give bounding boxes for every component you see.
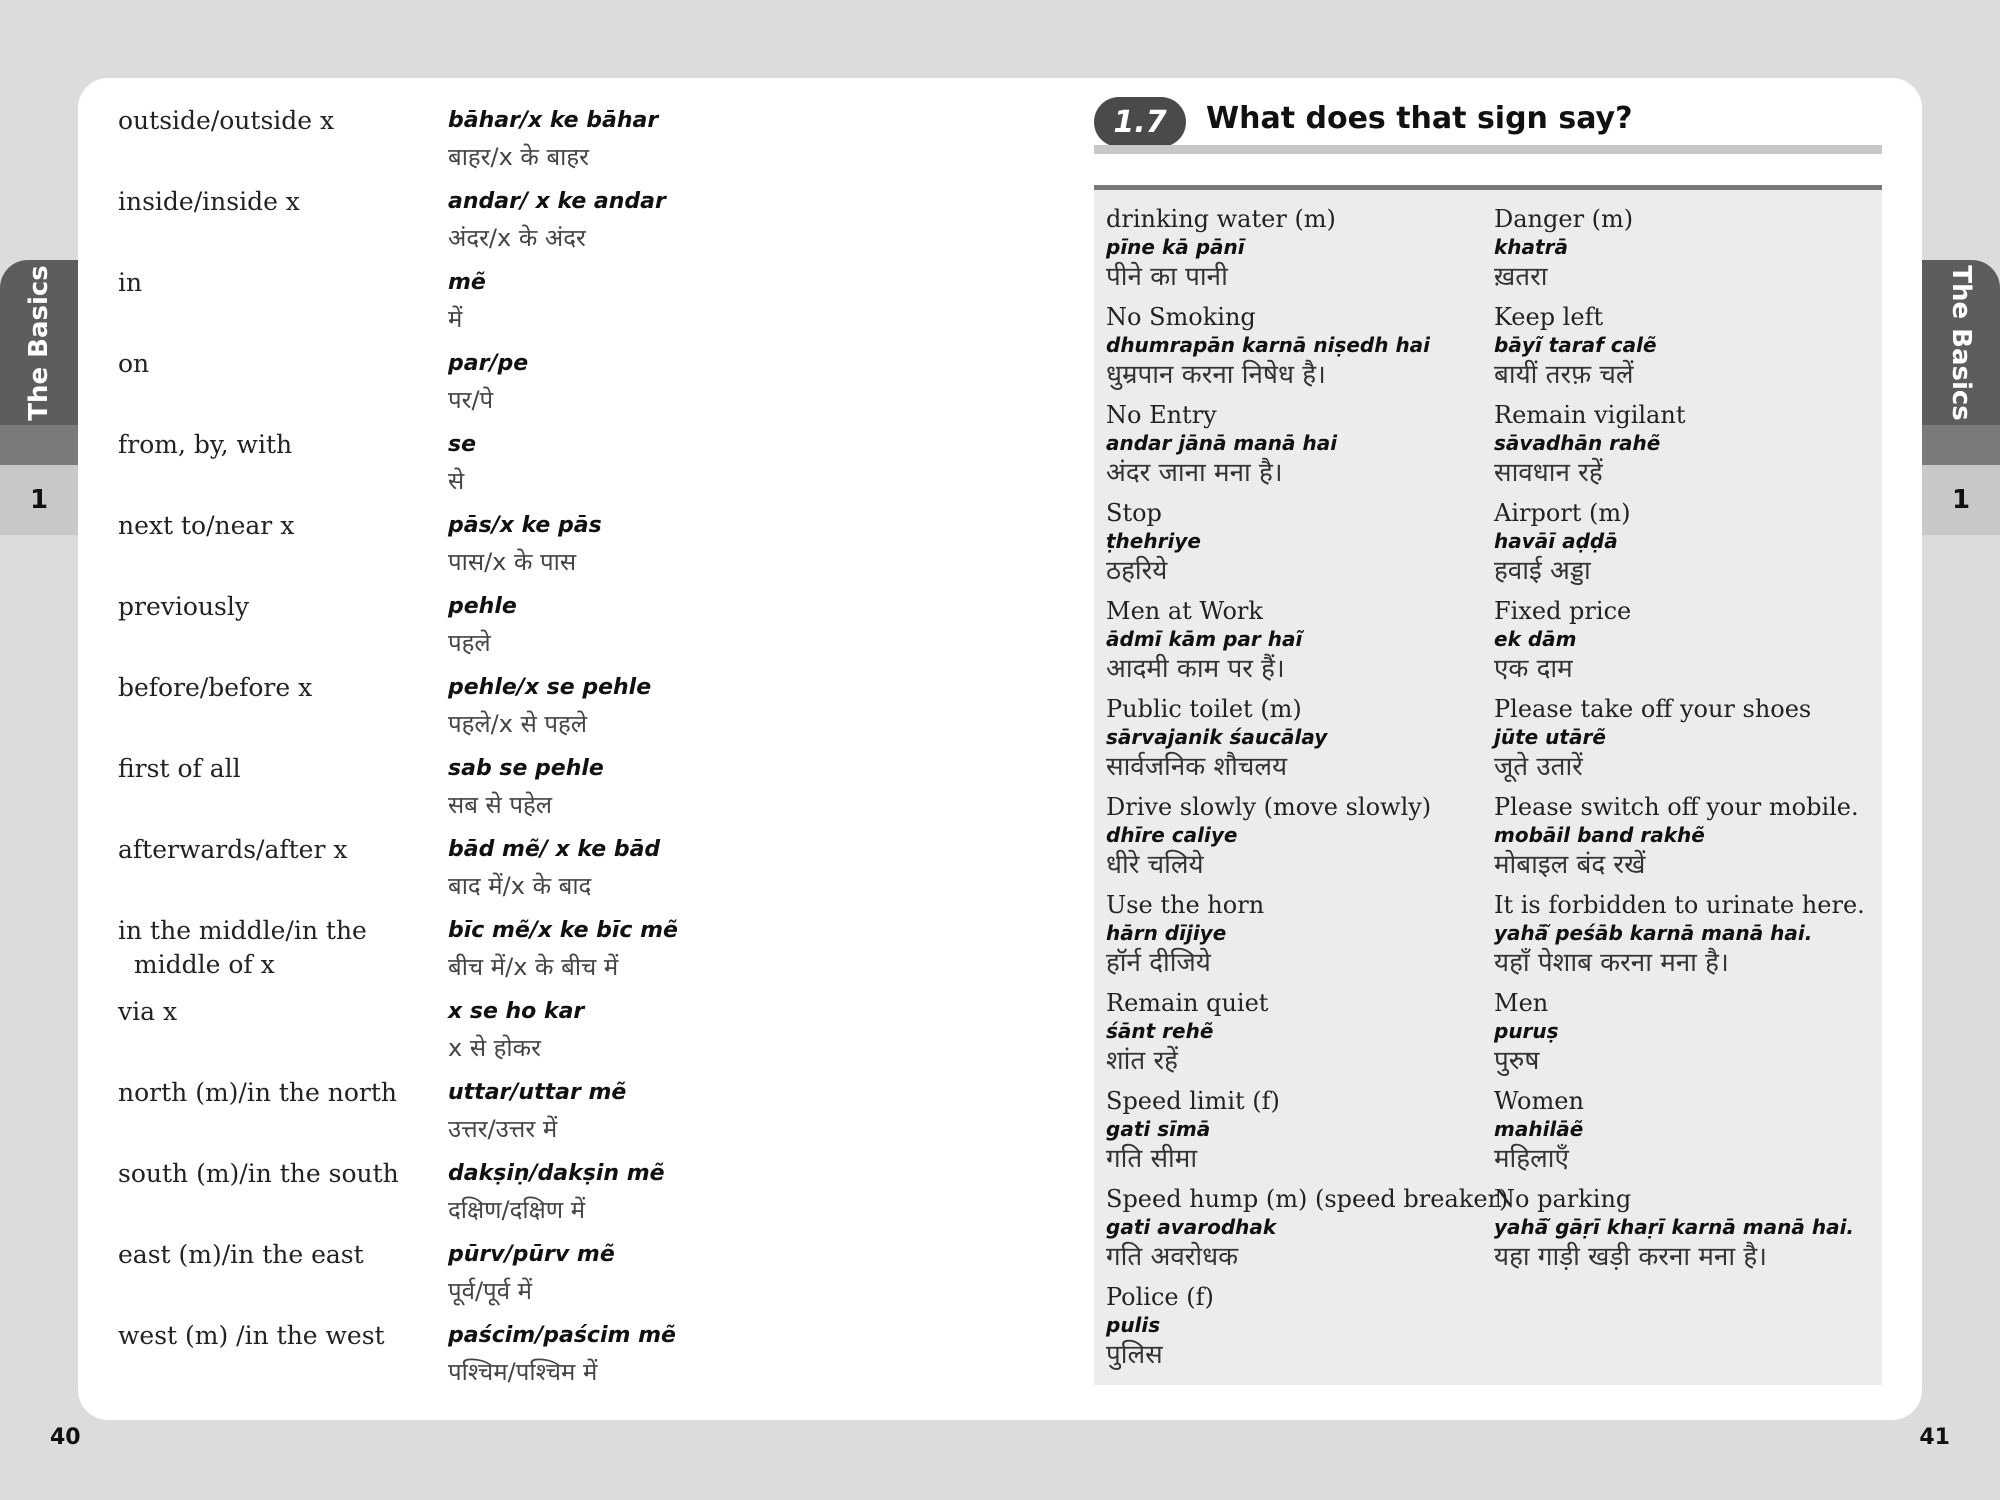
sign-hindi: एक दाम [1494,654,1573,684]
sign-english: Speed limit (f) [1106,1087,1280,1115]
sign-english: Use the horn [1106,891,1265,919]
vocab-translation [448,833,660,914]
vocab-english: on [118,349,150,378]
vocab-row [118,266,1018,347]
vocab-transliteration: par/pe [448,351,529,376]
vocab-hindi: अंदर/x के अंदर [448,224,586,252]
sign-entry [1494,1086,1879,1184]
vocab-translation [448,995,584,1076]
vocab-transliteration: pehle [448,594,517,619]
vocab-row [118,347,1018,428]
vocab-translation [448,1076,626,1157]
sign-hindi: अंदर जाना मना है। [1106,458,1283,488]
vocab-row [118,1319,1018,1400]
sign-entry [1106,694,1486,792]
sign-entry [1106,204,1486,302]
vocab-translation [448,671,651,752]
vocab-english: east (m)/in the east [118,1240,364,1269]
sign-english: Public toilet (m) [1106,695,1302,723]
sign-transliteration: dhīre caliye [1106,823,1238,847]
sign-english: Please take off your shoes [1494,695,1812,723]
vocab-english: first of all [118,754,241,783]
vocab-english: inside/inside x [118,187,300,216]
tab-divider [0,425,78,465]
sign-transliteration: ādmī kām par haĩ [1106,627,1303,651]
sign-english: No parking [1494,1185,1632,1213]
sign-transliteration: gati sīmā [1106,1117,1211,1141]
sign-entry [1494,792,1879,890]
sign-english: Keep left [1494,303,1604,331]
vocab-translation [448,1319,676,1400]
vocab-translation [448,1238,615,1319]
sign-transliteration: gati avarodhak [1106,1215,1277,1239]
vocab-translation [448,914,678,995]
page-number-right: 41 [1919,1425,1950,1450]
vocab-transliteration: mẽ [448,270,486,295]
sign-transliteration: puruṣ [1494,1019,1559,1043]
sign-transliteration: pīne kā pānī [1106,235,1245,259]
vocab-row [118,752,1018,833]
vocab-row [118,671,1018,752]
vocab-row [118,104,1018,185]
vocab-hindi: से [448,467,465,495]
vocab-row [118,914,1018,995]
sign-english: Women [1494,1087,1584,1115]
chapter-tab-right [1922,260,2000,425]
sign-hindi: यहाँ पेशाब करना मना है। [1494,948,1729,978]
vocab-english: before/before x [118,673,313,702]
sign-transliteration: bāyĩ taraf calẽ [1494,333,1657,357]
vocab-hindi: बाद में/x के बाद [448,872,592,900]
vocab-transliteration: dakṣiṇ/dakṣin mẽ [448,1161,665,1186]
sign-transliteration: jūte utārẽ [1494,725,1606,749]
vocab-transliteration: pās/x ke pās [448,513,602,538]
vocab-hindi: सब से पहेल [448,791,553,819]
sign-transliteration: sārvajanik śaucālay [1106,725,1328,749]
vocab-row [118,185,1018,266]
vocab-transliteration: uttar/uttar mẽ [448,1080,627,1105]
vocab-row [118,995,1018,1076]
vocab-hindi: में [448,305,463,333]
vocab-hindi: बीच में/x के बीच में [448,953,619,981]
sign-transliteration: andar jānā manā hai [1106,431,1338,455]
sign-english: drinking water (m) [1106,205,1336,233]
sign-entry [1106,1086,1486,1184]
sign-english: Men [1494,989,1549,1017]
sign-entry [1106,792,1486,890]
sign-hindi: महिलाएँ [1494,1144,1569,1174]
vocab-row [118,509,1018,590]
sign-hindi: बायीं तरफ़ चलें [1494,360,1634,390]
vocab-hindi: उत्तर/उत्तर में [448,1115,558,1143]
sign-transliteration: mahilāẽ [1494,1117,1584,1141]
sign-transliteration: ṭhehriye [1106,529,1201,553]
section-number-badge: 1.7 [1094,97,1186,147]
vocab-english: in [118,268,143,297]
vocab-translation [448,347,528,428]
sign-entry [1494,498,1879,596]
sign-transliteration: khatrā [1494,235,1568,259]
vocab-translation [448,104,658,185]
sign-transliteration: mobāil band rakhẽ [1494,823,1705,847]
sign-transliteration: śānt rehẽ [1106,1019,1214,1043]
sign-entry [1106,400,1486,498]
vocab-row [118,1076,1018,1157]
sign-english: Remain quiet [1106,989,1269,1017]
sign-english: No Smoking [1106,303,1256,331]
vocab-transliteration: pūrv/pūrv mẽ [448,1242,615,1267]
sign-hindi: ठहरिये [1106,556,1168,586]
chapter-tab-left [0,260,78,425]
vocab-transliteration: bāhar/x ke bāhar [448,108,659,133]
sign-english: It is forbidden to urinate here. [1494,891,1865,919]
vocab-transliteration: paścim/paścim mẽ [448,1323,676,1348]
sign-hindi: हॉर्न दीजिये [1106,948,1211,978]
sign-entry [1494,1184,1879,1282]
sign-entry [1494,400,1879,498]
sign-english: Stop [1106,499,1162,527]
sign-hindi: पीने का पानी [1106,262,1228,292]
vocab-english: afterwards/after x [118,835,348,864]
sign-entry [1494,596,1879,694]
page-number-left: 40 [50,1425,81,1450]
sign-transliteration: pulis [1106,1313,1161,1337]
sign-transliteration: dhumrapān karnā niṣedh hai [1106,333,1431,357]
vocab-english: south (m)/in the south [118,1159,399,1188]
sign-entry [1106,498,1486,596]
vocab-row [118,590,1018,671]
vocab-row [118,1157,1018,1238]
sign-hindi: सार्वजनिक शौचलय [1106,752,1288,782]
sign-transliteration: yahā̃ gāṛī khaṛī karnā manā hai. [1494,1215,1855,1239]
sign-english: No Entry [1106,401,1217,429]
sign-english: Fixed price [1494,597,1632,625]
signs-box [1094,185,1882,1385]
sign-transliteration: sāvadhān rahẽ [1494,431,1661,455]
sign-hindi: ख़तरा [1494,262,1548,292]
vocab-row [118,1238,1018,1319]
chapter-tab-label: The Basics [1946,264,1977,421]
vocab-english: previously [118,592,249,621]
vocab-hindi: पास/x के पास [448,548,577,576]
sign-hindi: मोबाइल बंद रखें [1494,850,1646,880]
vocab-translation [448,509,602,590]
sign-hindi: पुरुष [1494,1046,1540,1076]
vocab-hindi: पहले/x से पहले [448,710,588,738]
signs-column-2 [1494,204,1879,1282]
chapter-number-left: 1 [0,465,78,535]
vocab-english: west (m) /in the west [118,1321,385,1350]
sign-english: Airport (m) [1494,499,1631,527]
sign-entry [1106,988,1486,1086]
chapter-tab-label: The Basics [24,264,55,421]
sign-entry [1106,1184,1509,1282]
sign-hindi: धीरे चलिये [1106,850,1204,880]
sign-entry [1106,1282,1486,1380]
sign-hindi: धुम्रपान करना निषेध है। [1106,360,1326,390]
tab-divider [1922,425,2000,465]
sign-entry [1106,890,1486,988]
vocab-translation [448,266,486,347]
sign-hindi: सावधान रहें [1494,458,1603,488]
sign-entry [1494,694,1879,792]
vocab-hindi: पर/पे [448,386,494,414]
sign-transliteration: yahā̃ peśāb karnā manā hai. [1494,921,1813,945]
sign-transliteration: havāī aḍḍā [1494,529,1618,553]
signs-column-1 [1106,204,1509,1380]
vocab-translation [448,590,517,671]
vocab-translation [448,752,604,833]
sign-english: Please switch off your mobile. [1494,793,1859,821]
vocab-english: from, by, with [118,430,293,459]
vocab-transliteration: bād mẽ/ x ke bād [448,837,661,862]
vocab-transliteration: se [448,432,477,457]
vocab-row [118,428,1018,509]
vocab-hindi: दक्षिण/दक्षिण में [448,1196,586,1224]
sign-english: Police (f) [1106,1283,1214,1311]
sign-transliteration: ek dām [1494,627,1577,651]
sign-english: Men at Work [1106,597,1263,625]
sign-hindi: जूते उतारें [1494,752,1583,782]
sign-hindi: आदमी काम पर हैं। [1106,654,1285,684]
vocab-english: next to/near x [118,511,295,540]
section-rule [1094,145,1882,154]
vocab-translation [448,1157,665,1238]
vocab-hindi: पूर्व/पूर्व में [448,1277,533,1305]
sign-hindi: पुलिस [1106,1340,1163,1370]
vocab-transliteration: sab se pehle [448,756,604,781]
vocab-transliteration: pehle/x se pehle [448,675,652,700]
sign-english: Speed hump (m) (speed breaker) [1106,1185,1509,1213]
vocab-translation [448,428,476,509]
sign-hindi: गति अवरोधक [1106,1242,1239,1272]
vocab-hindi: बाहर/x के बाहर [448,143,589,171]
sign-entry [1106,302,1486,400]
vocabulary-list [118,104,1018,1400]
vocab-english: outside/outside x [118,106,335,135]
section-title: What does that sign say? [1206,101,1633,136]
sign-hindi: हवाई अड्डा [1494,556,1591,586]
sign-english: Drive slowly (move slowly) [1106,793,1432,821]
vocab-hindi: पहले [448,629,491,657]
sign-hindi: यहा गाड़ी खड़ी करना मना है। [1494,1242,1768,1272]
sign-entry [1494,302,1879,400]
vocab-translation [448,185,666,266]
vocab-english: in the middle/in the middle of x [118,916,367,979]
sign-entry [1106,596,1486,694]
sign-hindi: गति सीमा [1106,1144,1198,1174]
vocab-english: north (m)/in the north [118,1078,398,1107]
vocab-hindi: x से होकर [448,1034,541,1062]
vocab-hindi: पश्चिम/पश्चिम में [448,1358,598,1386]
sign-transliteration: hārn dījiye [1106,921,1227,945]
sign-english: Danger (m) [1494,205,1634,233]
sign-english: Remain vigilant [1494,401,1686,429]
chapter-number-right: 1 [1922,465,2000,535]
vocab-transliteration: x se ho kar [448,999,585,1024]
vocab-english: via x [118,997,178,1026]
sign-hindi: शांत रहें [1106,1046,1178,1076]
sign-entry [1494,988,1879,1086]
sign-entry [1494,204,1879,302]
vocab-transliteration: bīc mẽ/x ke bīc mẽ [448,918,678,943]
sign-entry [1494,890,1879,988]
vocab-transliteration: andar/ x ke andar [448,189,666,214]
vocab-row [118,833,1018,914]
